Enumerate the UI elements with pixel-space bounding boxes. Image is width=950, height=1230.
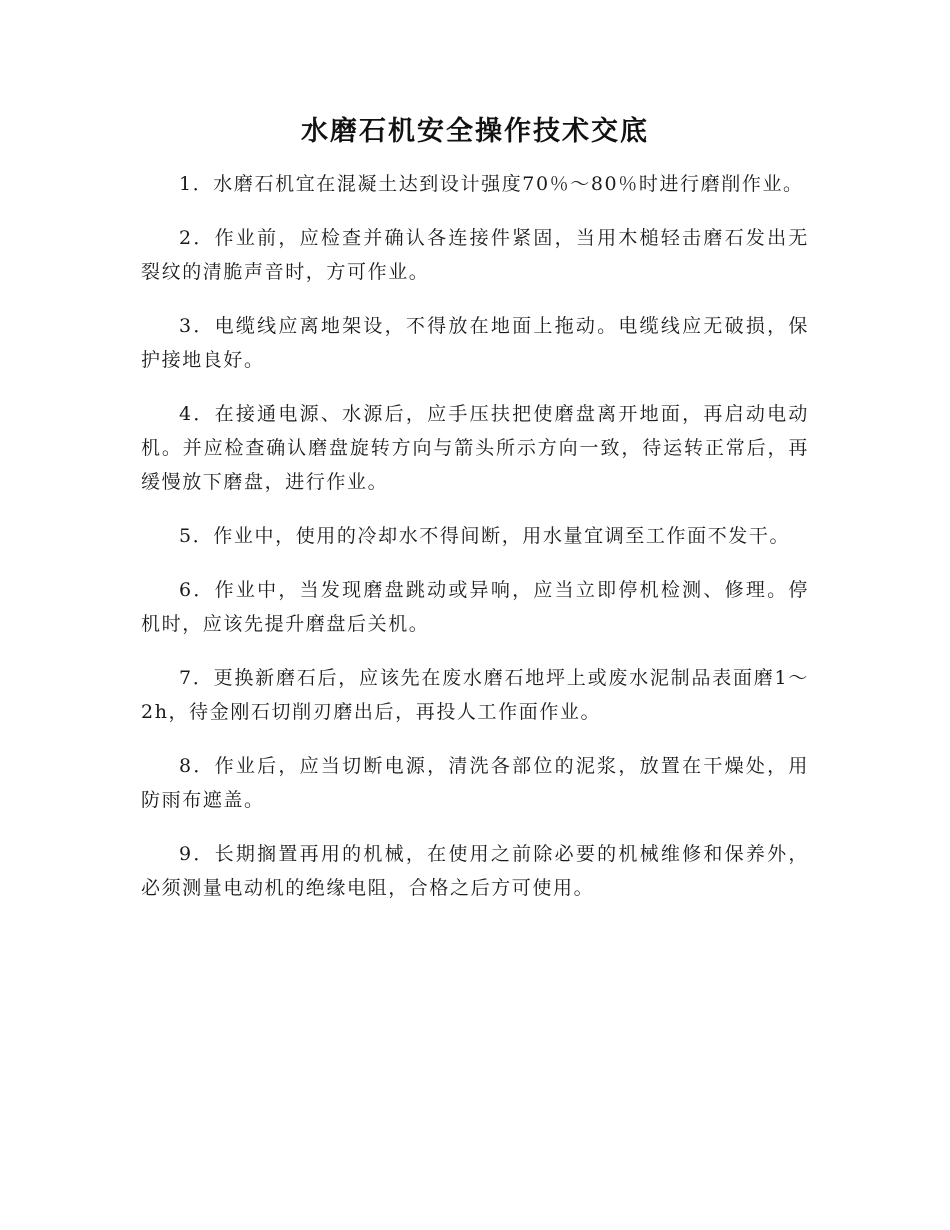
document-title: 水磨石机安全操作技术交底 <box>301 116 649 147</box>
paragraph-7: 7．更换新磨石后，应该先在废水磨石地坪上或废水泥制品表面磨1～2h，待金刚石切削刃磨出后，再投人工作面作业。 <box>141 667 809 723</box>
paragraph-4: 4．在接通电源、水源后，应手压扶把使磨盘离开地面，再启动电动机。并应检查确认磨盘旋转方向与箭头所示方向一致，待运转正常后，再缓慢放下磨盘，进行作业。 <box>141 403 809 493</box>
paragraph-6: 6．作业中，当发现磨盘跳动或异响，应当立即停机检测、修理。停机时，应该先提升磨盘后关机。 <box>141 579 809 635</box>
paragraph-8: 8．作业后，应当切断电源，清洗各部位的泥浆，放置在干燥处，用防雨布遮盖。 <box>141 755 809 811</box>
document-body <box>141 167 809 925</box>
paragraph-9: 9．长期搁置再用的机械，在使用之前除必要的机械维修和保养外，必须测量电动机的绝缘电阻，合格之后方可使用。 <box>141 843 809 899</box>
paragraph-2: 2．作业前，应检查并确认各连接件紧固，当用木槌轻击磨石发出无裂纹的清脆声音时，方可作业。 <box>141 227 809 283</box>
paragraph-3: 3．电缆线应离地架设，不得放在地面上拖动。电缆线应无破损，保护接地良好。 <box>141 315 809 371</box>
paragraph-1: 1．水磨石机宜在混凝土达到设计强度70％～80％时进行磨削作业。 <box>179 173 804 195</box>
paragraph-5: 5．作业中，使用的冷却水不得间断，用水量宜调至工作面不发干。 <box>179 525 791 547</box>
